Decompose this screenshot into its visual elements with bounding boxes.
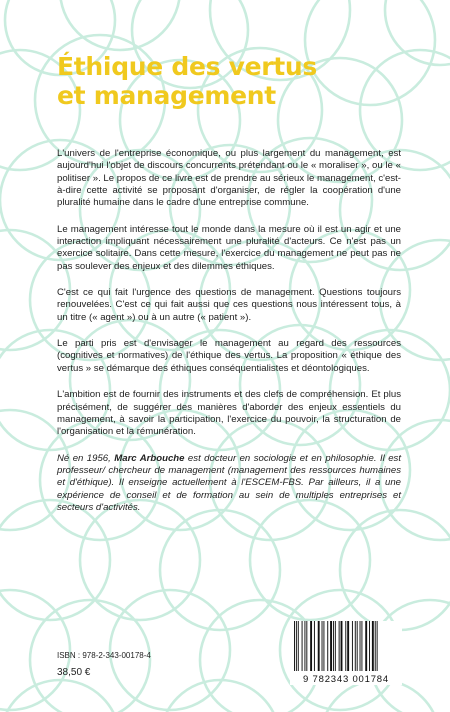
title-line-2: et management bbox=[57, 81, 276, 110]
barcode-bar bbox=[369, 621, 370, 671]
title-line-1: Éthique des vertus bbox=[57, 52, 317, 81]
barcode-bar bbox=[360, 621, 361, 671]
blurb-text bbox=[57, 148, 401, 528]
barcode-bar bbox=[310, 621, 312, 671]
barcode-bar bbox=[375, 621, 376, 671]
barcode-bar bbox=[294, 621, 295, 671]
author-bio-prefix: Né en 1956, bbox=[57, 452, 115, 464]
barcode-bar bbox=[335, 621, 336, 671]
barcode-bar bbox=[377, 621, 378, 671]
author-bio-text: est docteur en sociologie et en philosophie. Il est professeur/ chercheur de management (management des ressources humaines et d'éthique). Il enseigne actuellement à l'ESCEM-FBS. Par ailleurs, il a une expérience de conseil et de formation au sein de multiples entreprises et secteurs d'activités. bbox=[57, 452, 401, 513]
barcode-bar bbox=[302, 621, 303, 671]
barcode-bar bbox=[361, 621, 362, 671]
barcode-bar bbox=[330, 621, 332, 671]
barcode-bar bbox=[306, 621, 307, 671]
barcode-bar bbox=[323, 621, 324, 671]
barcode-bar bbox=[355, 621, 356, 671]
barcode-bar bbox=[318, 621, 320, 671]
barcode-bar bbox=[345, 621, 346, 671]
barcode-bars bbox=[290, 621, 402, 673]
barcode-bar bbox=[357, 621, 358, 671]
barcode-bar bbox=[322, 621, 323, 671]
barcode-bar bbox=[341, 621, 343, 671]
barcode-bar bbox=[339, 621, 340, 671]
book-title bbox=[57, 52, 317, 110]
isbn-label: ISBN : 978-2-343-00178-4 bbox=[57, 651, 151, 660]
barcode-bar bbox=[333, 621, 334, 671]
paragraph-2: Le management intéresse tout le monde dans la mesure où il est un agir et une interaction impliquant nécessairement une pluralité d'acteurs. Ce n'est pas un exercice solitaire. Dans cette mesure, l'exercice du management ne peut pas ne pas soulever des enjeux et des dilemmes éthiques. bbox=[57, 223, 401, 272]
barcode-bar bbox=[304, 621, 305, 671]
barcode-bar bbox=[365, 621, 367, 671]
barcode bbox=[290, 621, 402, 685]
barcode-bar bbox=[372, 621, 374, 671]
paragraph-1: L'univers de l'entreprise économique, ou plus largement du management, est aujourd'hui l'objet de discours concurrents prétendant ou le « moraliser », ou le « politiser ». Le propos de ce livre est de prendre au sérieux le management, c'est-à-dire cette activité se proposant d'organiser, de régler la coopération d'une pluralité humaine dans le cadre d'une entreprise commune. bbox=[57, 148, 401, 209]
barcode-bar bbox=[327, 621, 328, 671]
author-name: Marc Arbouche bbox=[114, 452, 185, 464]
barcode-bar bbox=[314, 621, 315, 671]
paragraph-3: C'est ce qui fait l'urgence des questions de management. Questions toujours renouvelées. C'est ce qui fait aussi que ces questions nous intéressent tous, à un titre (« agent ») ou à un autre (« patient »). bbox=[57, 287, 401, 323]
author-bio bbox=[57, 453, 401, 515]
barcode-bar bbox=[298, 621, 299, 671]
price-label: 38,50 € bbox=[57, 667, 91, 678]
paragraph-5: L'ambition est de fournir des instruments et des clefs de compréhension. Et plus précisément, de suggérer des manières d'aborder des enjeux essentiels du management, à savoir la participation, l'exercice du pouvoir, la structuration de l'organisation et la rémunération. bbox=[57, 389, 401, 438]
barcode-digits: 9 782343 001784 bbox=[303, 674, 389, 685]
barcode-bar bbox=[352, 621, 353, 671]
barcode-bar bbox=[296, 621, 297, 671]
barcode-bar bbox=[347, 621, 349, 671]
paragraph-4: Le parti pris est d'envisager le management au regard des ressources (cognitives et normatives) de l'éthique des vertus. La proposition « éthique des vertus » se démarque des éthiques conséquentialistes et déontologiques. bbox=[57, 338, 401, 374]
